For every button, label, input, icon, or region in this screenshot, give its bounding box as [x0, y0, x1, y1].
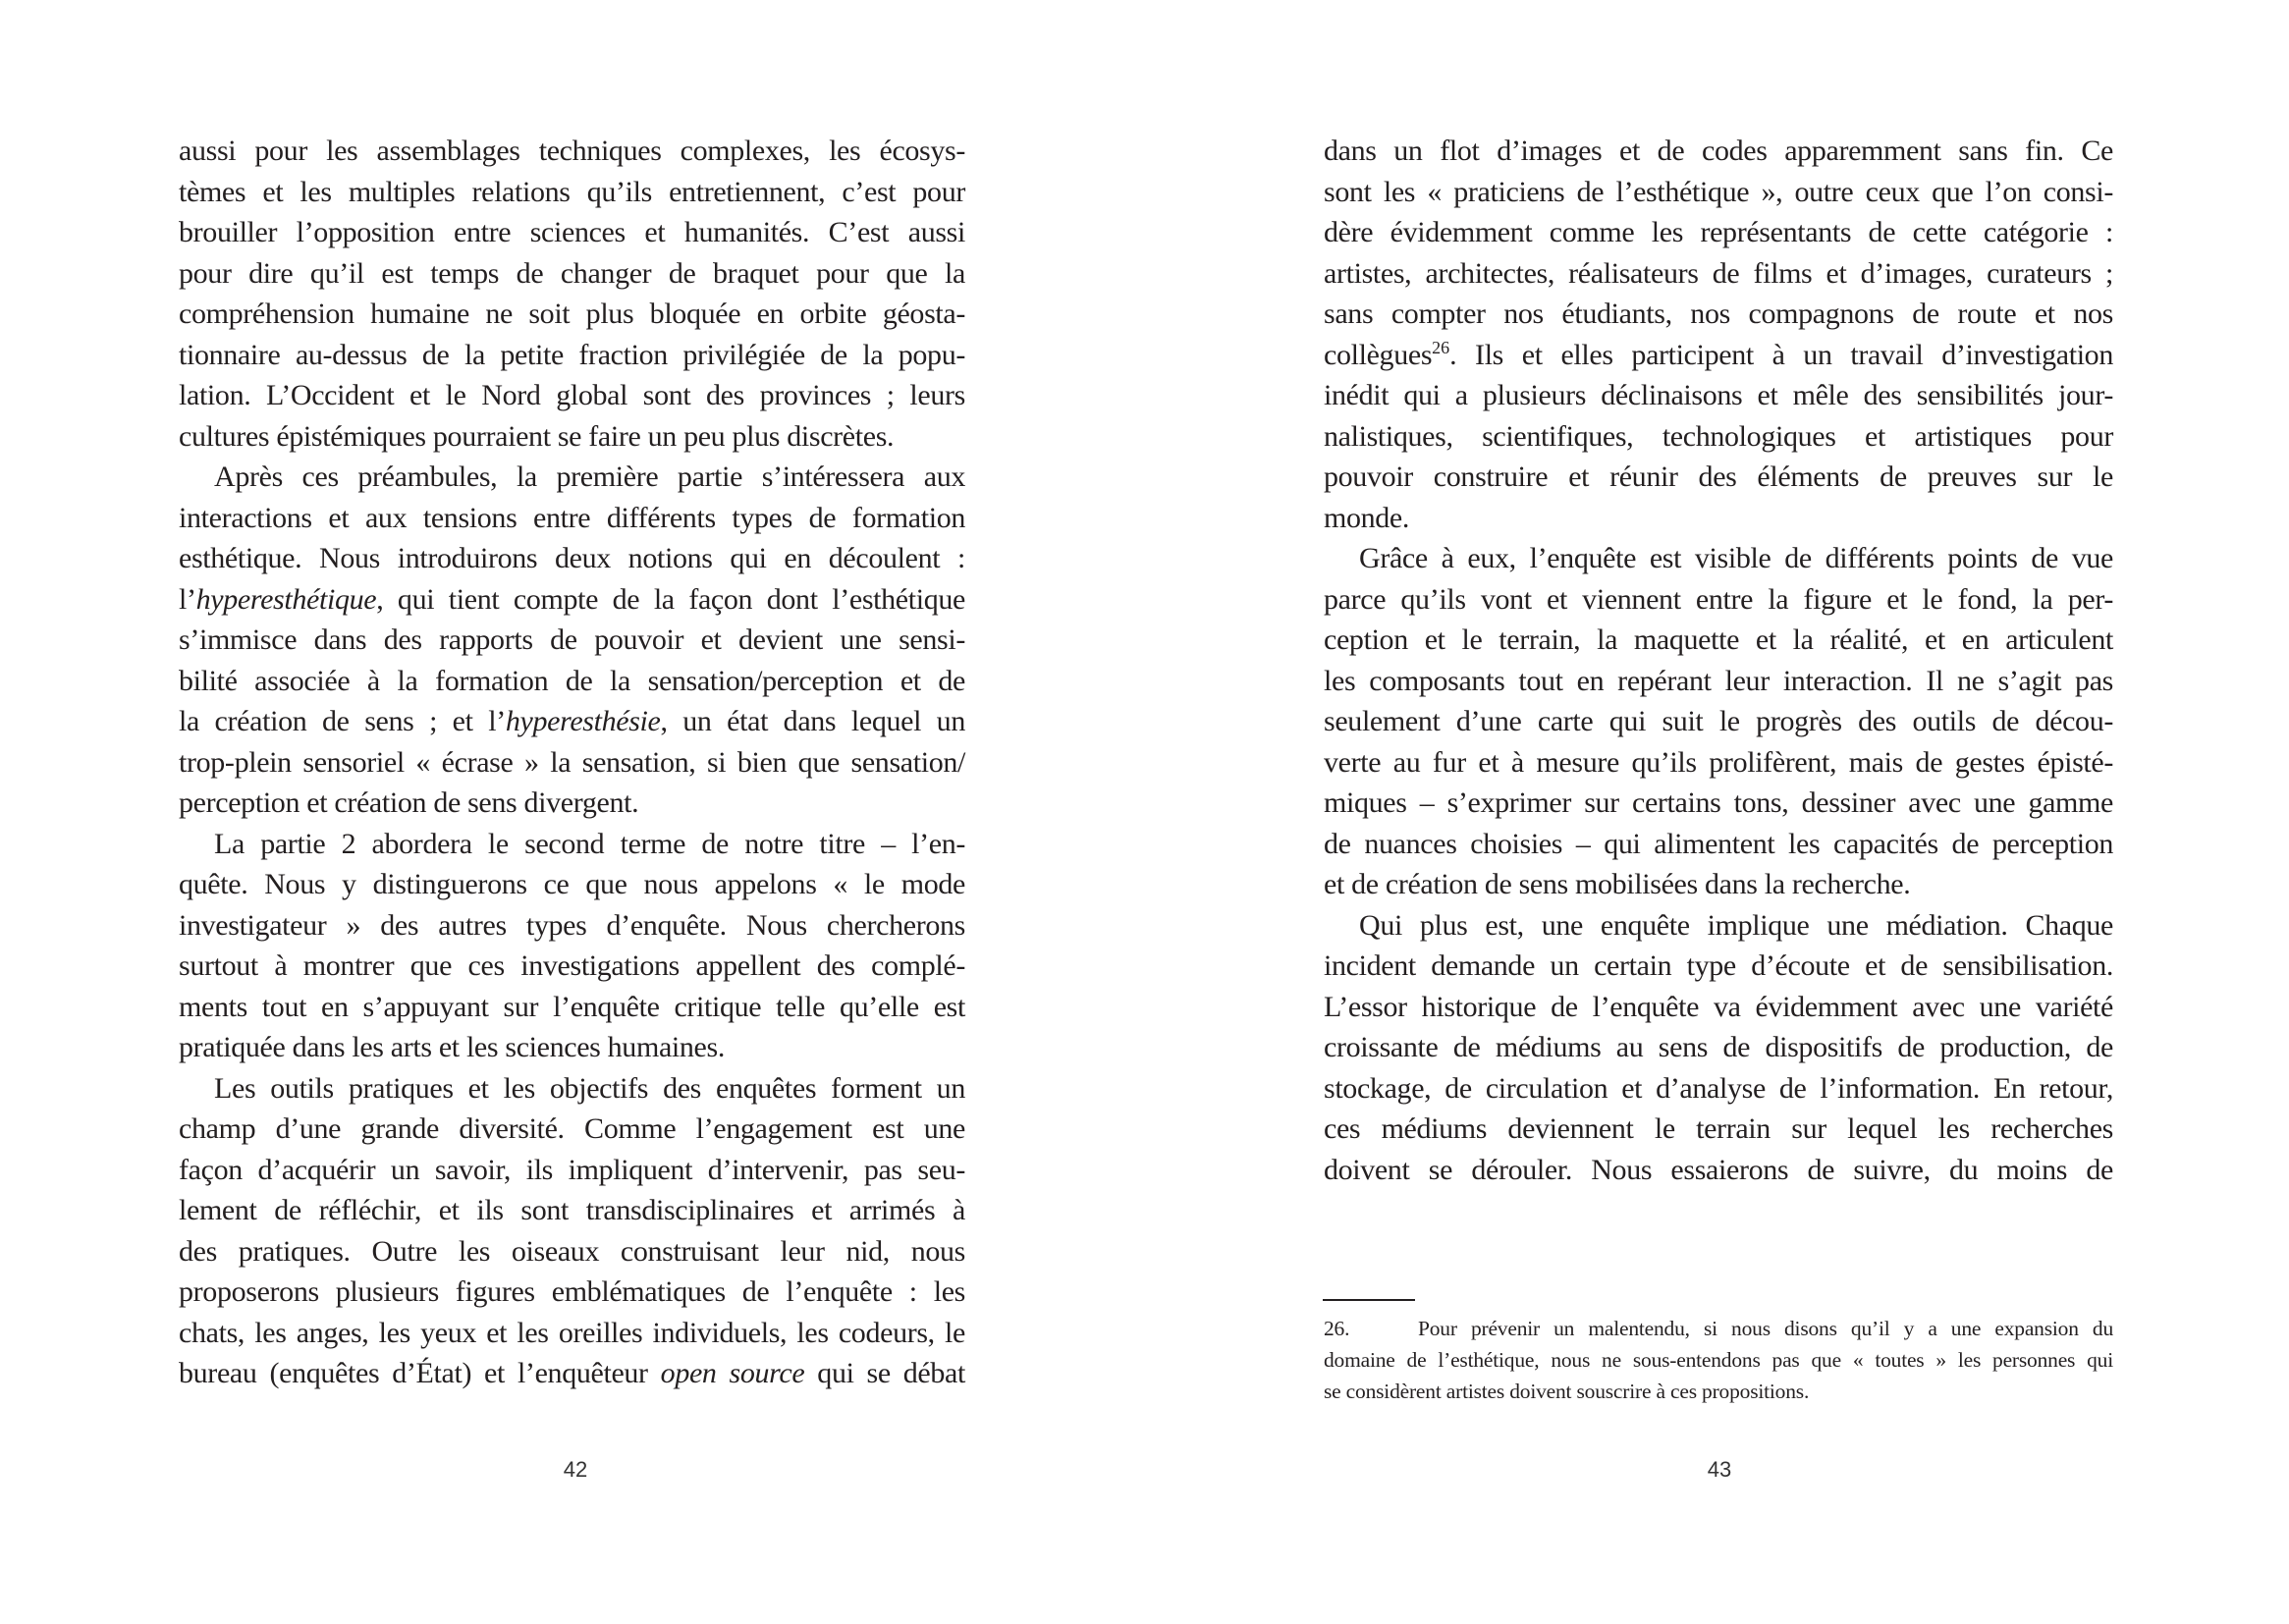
text-line: chats, les anges, les yeux et les oreilles individuels, les codeurs, le — [179, 1316, 965, 1349]
text-run: collègues — [1324, 338, 1433, 371]
text-run: qui se débat — [804, 1357, 966, 1389]
text-line: bilité associée à la formation de la sensation/perception et de — [179, 664, 965, 697]
text-run: . Ils et elles participent à un travail d’investigation — [1449, 338, 2113, 371]
text-line: ception et le terrain, la maquette et la réalité, et en articulent — [1324, 623, 2113, 656]
text-line: croissante de médiums au sens de dispositifs de production, de — [1324, 1031, 2113, 1063]
text-line: La partie 2 abordera le second terme de notre titre – l’en- — [214, 827, 965, 860]
text-line: incident demande un certain type d’écoute et de sensibilisation. — [1324, 949, 2113, 982]
footnote-number: 26. — [1324, 1317, 1350, 1340]
page-number: 42 — [563, 1457, 588, 1482]
text-line — [179, 1353, 965, 1394]
text-run: , qui tient compte de la façon dont l’esthétique — [376, 582, 965, 616]
text-line — [1324, 335, 2113, 376]
text-run: Pour prévenir un malentendu, si nous disons qu’il y a une expansion du — [1418, 1317, 2113, 1340]
text-line: de nuances choisies – qui alimentent les capacités de perception — [1324, 827, 2113, 860]
footnote-26 — [1324, 1313, 2113, 1407]
footnote-line — [1324, 1313, 2113, 1344]
text-line: Grâce à eux, l’enquête est visible de différents points de vue — [1359, 542, 2113, 574]
text-line: stockage, de circulation et d’analyse de l’information. En retour, — [1324, 1071, 2113, 1105]
text-line: pratiquée dans les arts et les sciences humaines. — [179, 1031, 725, 1063]
text-line: aussi pour les assemblages techniques complexes, les écosys- — [179, 135, 965, 167]
text-line: pouvoir construire et réunir des éléments de preuves sur le — [1324, 460, 2113, 493]
italic-term: hyperesthésie — [505, 705, 661, 737]
footnote-reference[interactable]: 26 — [1432, 337, 1450, 357]
paragraph — [179, 131, 965, 457]
right-page — [1144, 0, 2289, 1624]
text-line: interactions et aux tensions entre différents types de formation — [179, 501, 965, 534]
text-line: façon d’acquérir un savoir, ils impliquent d’intervenir, pas seu- — [179, 1153, 965, 1186]
text-line: inédit qui a plusieurs déclinaisons et mêle des sensibilités jour- — [1324, 379, 2113, 411]
text-line: dans un flot d’images et de codes apparemment sans fin. Ce — [1324, 135, 2113, 167]
right-page-body — [1324, 131, 2113, 1190]
text-line: artistes, architectes, réalisateurs de films et d’images, curateurs ; — [1324, 256, 2113, 290]
paragraph — [179, 457, 965, 824]
text-line: investigateur » des autres types d’enquête. Nous chercherons — [179, 908, 965, 942]
text-line: doivent se dérouler. Nous essaierons de suivre, du moins de — [1324, 1153, 2113, 1186]
text-line: les composants tout en repérant leur interaction. Il ne s’agit pas — [1324, 664, 2113, 697]
text-line: cultures épistémiques pourraient se faire un peu plus discrètes. — [179, 419, 895, 453]
text-line: et de création de sens mobilisées dans la recherche. — [1324, 868, 1911, 900]
text-line: lation. L’Occident et le Nord global sont des provinces ; leurs — [179, 379, 965, 411]
text-line — [179, 701, 965, 742]
text-line — [179, 579, 965, 621]
text-line: L’essor historique de l’enquête va évidemment avec une variété — [1324, 990, 2113, 1023]
text-line: proposerons plusieurs figures emblématiques de l’enquête : les — [179, 1275, 965, 1308]
left-page-body — [179, 131, 965, 1394]
text-line: Après ces préambules, la première partie s’intéressera aux — [214, 460, 965, 493]
text-line: verte au fur et à mesure qu’ils prolifèrent, mais de gestes épisté- — [1324, 745, 2113, 779]
text-line: parce qu’ils vont et viennent entre la figure et le fond, la per- — [1324, 582, 2113, 616]
paragraph — [1324, 905, 2113, 1191]
text-line: sans compter nos étudiants, nos compagnons de route et nos — [1324, 298, 2113, 330]
text-line: Les outils pratiques et les objectifs des enquêtes forment un — [214, 1071, 965, 1105]
left-page — [0, 0, 1144, 1624]
text-line: brouiller l’opposition entre sciences et humanités. C’est aussi — [179, 216, 965, 248]
text-run: la création de sens ; et l’ — [179, 705, 506, 737]
text-line: surtout à montrer que ces investigations appellent des complé- — [179, 949, 965, 982]
italic-term: hyperesthétique — [195, 582, 377, 616]
text-line: esthétique. Nous introduirons deux notions qui en découlent : — [179, 542, 965, 574]
paragraph — [1324, 538, 2113, 905]
text-line: dère évidemment comme les représentants de cette catégorie : — [1324, 216, 2113, 248]
text-line: nalistiques, scientifiques, technologiques et artistiques pour — [1324, 419, 2113, 453]
text-line: s’immisce dans des rapports de pouvoir et devient une sensi- — [179, 623, 965, 656]
text-line: pour dire qu’il est temps de changer de braquet pour que la — [179, 256, 965, 290]
footnote-separator — [1323, 1299, 1415, 1301]
page-number: 43 — [1707, 1457, 1732, 1482]
text-line: tèmes et les multiples relations qu’ils entretiennent, c’est pour — [179, 175, 965, 208]
text-line: quête. Nous y distinguerons ce que nous appelons « le mode — [179, 868, 965, 900]
text-line: seulement d’une carte qui suit le progrès des outils de décou- — [1324, 705, 2113, 737]
paragraph — [179, 824, 965, 1068]
text-line: trop-plein sensoriel « écrase » la sensation, si bien que sensation/ — [179, 745, 965, 779]
text-line: lement de réfléchir, et ils sont transdisciplinaires et arrimés à — [179, 1194, 965, 1226]
text-run: l’ — [179, 582, 196, 616]
text-line: perception et création de sens divergent. — [179, 786, 639, 819]
footnote-line: se considèrent artistes doivent souscrire à ces propositions. — [1324, 1380, 1810, 1403]
text-line: champ d’une grande diversité. Comme l’engagement est une — [179, 1112, 965, 1145]
text-line: tionnaire au-dessus de la petite fraction privilégiée de la popu- — [179, 338, 965, 371]
text-line: des pratiques. Outre les oiseaux construisant leur nid, nous — [179, 1234, 965, 1268]
text-run: , un état dans lequel un — [660, 705, 965, 737]
text-line: compréhension humaine ne soit plus bloquée en orbite géosta- — [179, 298, 965, 330]
italic-term: open source — [660, 1357, 805, 1389]
text-line: ments tout en s’appuyant sur l’enquête critique telle qu’elle est — [179, 990, 965, 1023]
text-line: sont les « praticiens de l’esthétique », outre ceux que l’on consi- — [1324, 175, 2113, 208]
text-line: miques – s’exprimer sur certains tons, dessiner avec une gamme — [1324, 786, 2113, 819]
paragraph — [179, 1068, 965, 1394]
paragraph — [1324, 131, 2113, 538]
text-line: Qui plus est, une enquête implique une médiation. Chaque — [1359, 908, 2113, 942]
text-line: ces médiums deviennent le terrain sur lequel les recherches — [1324, 1112, 2113, 1145]
text-line: monde. — [1324, 501, 1410, 534]
text-run: bureau (enquêtes d’État) et l’enquêteur — [179, 1357, 661, 1389]
footnote-line: domaine de l’esthétique, nous ne sous-entendons pas que « toutes » les personnes qui — [1324, 1348, 2113, 1372]
